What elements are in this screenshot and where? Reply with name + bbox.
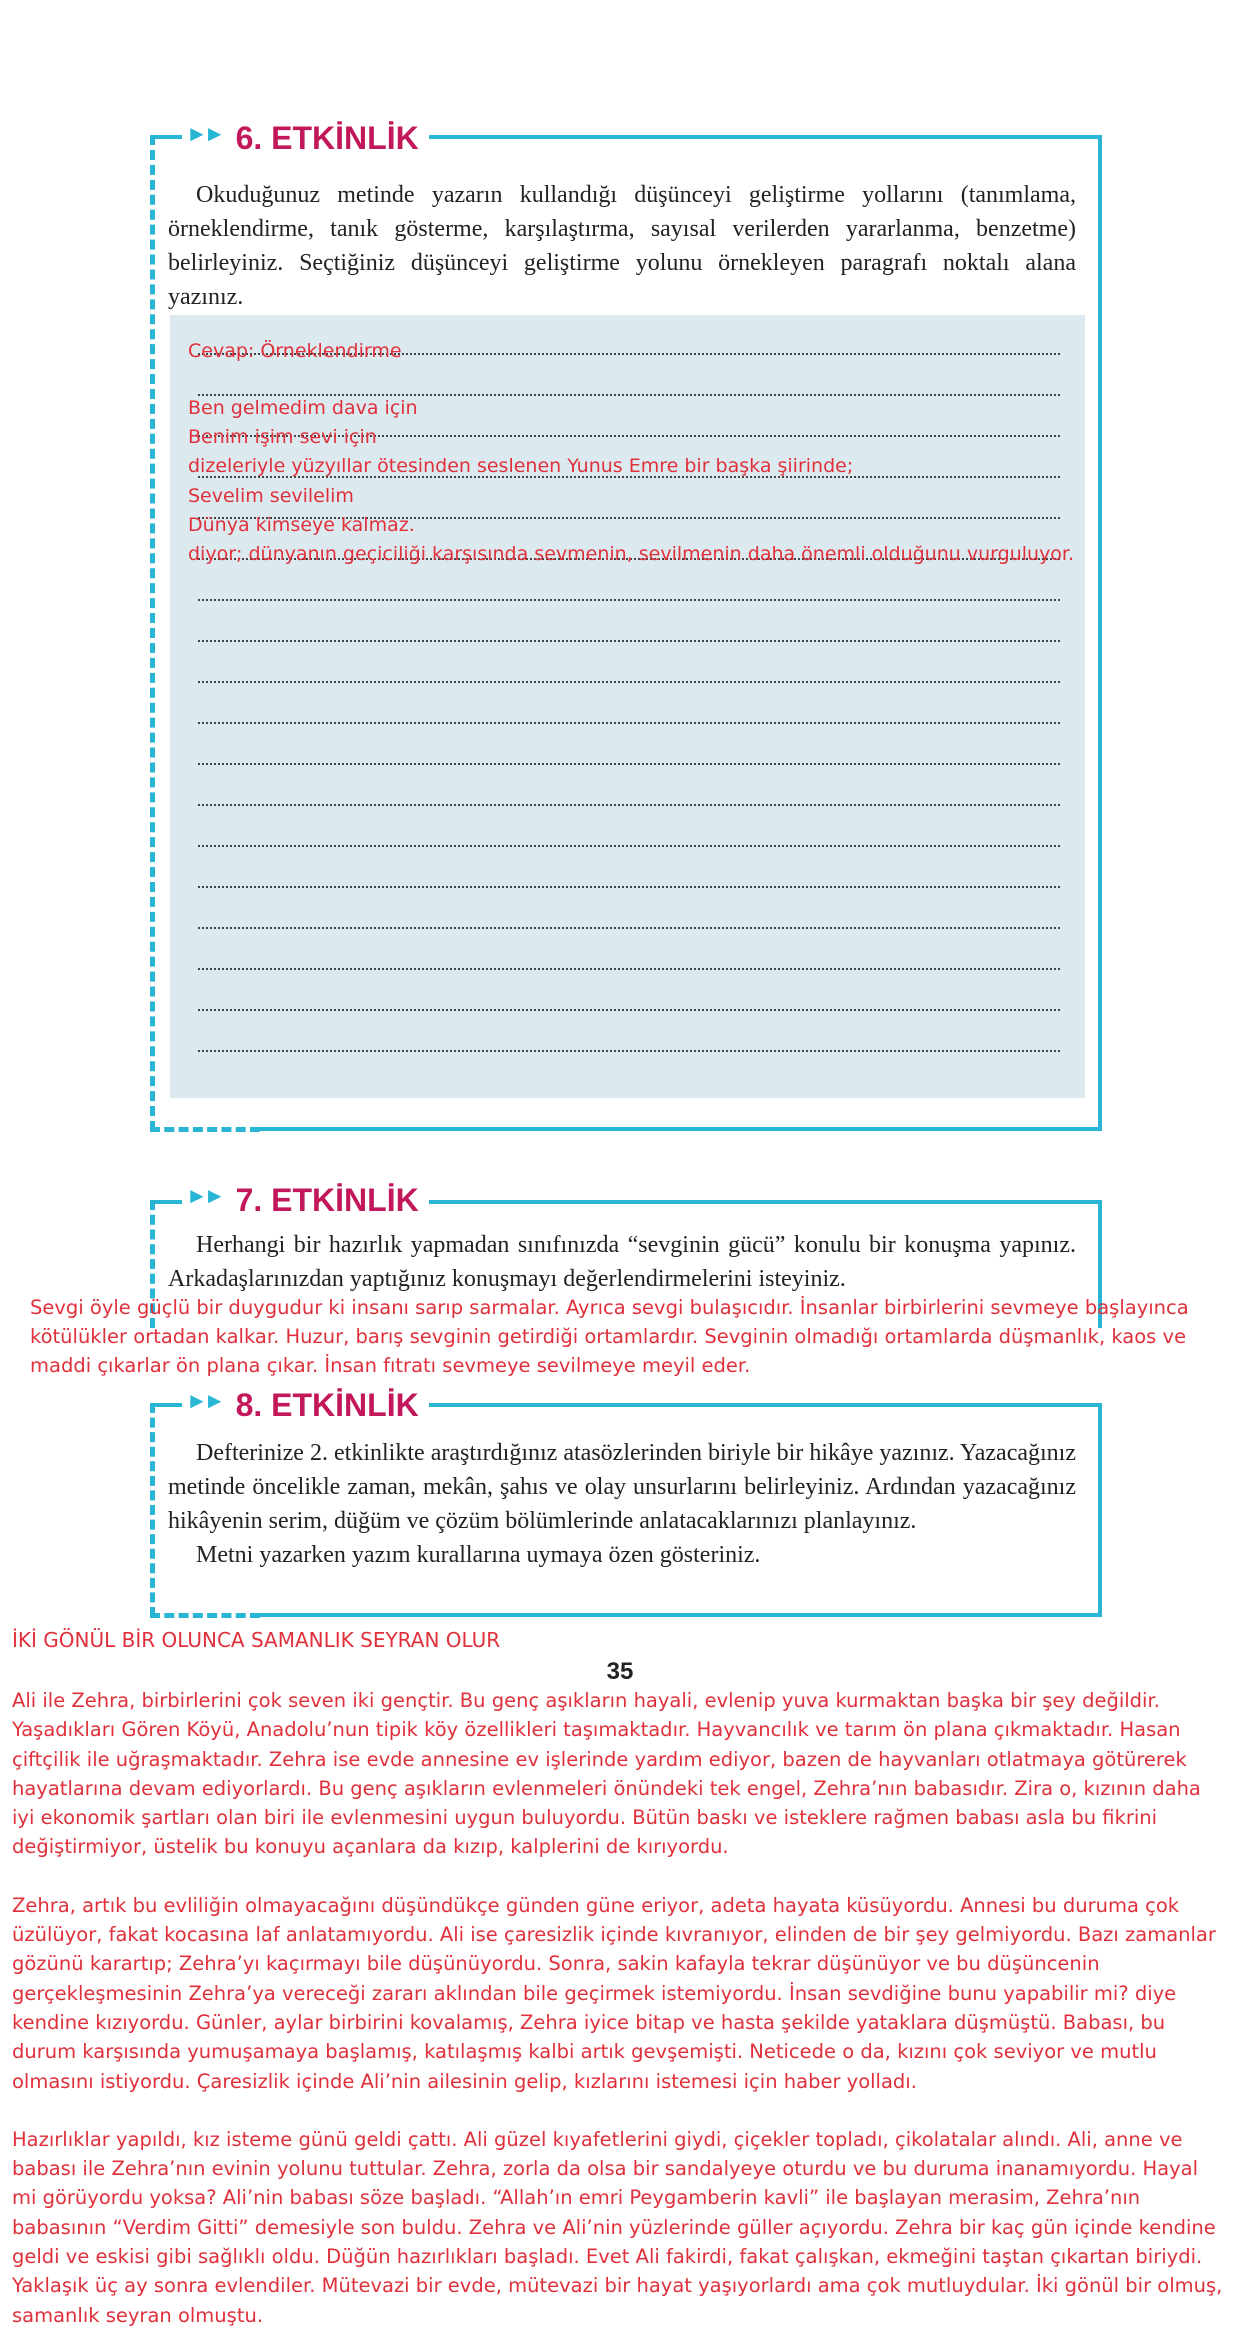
activity-7-title: 7. ETKİNLİK — [235, 1182, 419, 1218]
answer-dotted-line — [198, 763, 1060, 765]
handwritten-answer-line: Benim işim sevi için — [188, 426, 377, 448]
activity-6-frame-bottom — [260, 1127, 1102, 1131]
answer-dotted-line — [198, 681, 1060, 683]
answer-dotted-line — [198, 927, 1060, 929]
answer-dotted-line — [198, 804, 1060, 806]
activity-8-frame-bottom-dash — [150, 1613, 260, 1618]
handwritten-answer-line: diyor; dünyanın geçiciliği karşısında sevmenin, sevilmenin daha önemli olduğunu vurguluyor. — [188, 543, 1075, 565]
page-number: 35 — [606, 1658, 634, 1685]
activity-8-title: 8. ETKİNLİK — [235, 1387, 419, 1423]
activity-8-instructions-p2: Metni yazarken yazım kurallarına uymaya özen gösteriniz. — [196, 1542, 761, 1568]
answer-dotted-line — [198, 1050, 1060, 1052]
story-body — [12, 1686, 1224, 2330]
activity-8-instructions-p1: Defterinize 2. etkinlikte araştırdığınız atasözlerinden biriyle bir hikâye yazınız. Yazacağınız metinde öncelikle zaman, mekân, şahıs ve olay unsurlarını belirleyiniz. Ardından yazacağınız hikâyenin serim, düğüm ve çözüm bölümlerinde anlatacaklarınızı planlayınız. — [168, 1440, 1076, 1534]
handwritten-answer-line: Sevelim sevilelim — [188, 485, 354, 507]
activity-7-instructions-text: Herhangi bir hazırlık yapmadan sınıfınızda “sevginin gücü” konulu bir konuşma yapınız. Arkadaşlarınızdan yaptığınız konuşmayı değerlendirmelerini isteyiniz. — [168, 1232, 1076, 1292]
handwritten-answer-line: kötülükler ortadan kalkar. Huzur, barış sevginin getirdiği ortamlardır. Sevginin olmadığı ortamlarda düşmanlık, kaos ve — [30, 1325, 1187, 1348]
handwritten-answer-line: Sevgi öyle güçlü bir duygudur ki insanı sarıp sarmalar. Ayrıca sevgi bulaşıcıdır. İnsanlar birbirlerini sevmeye başlayınca — [30, 1296, 1189, 1319]
activity-6-instructions-text: Okuduğunuz metinde yazarın kullandığı düşünceyi geliştirme yollarını (tanımlama, örneklendirme, tanık gösterme, karşılaştırma, sayısal verilerden yararlanma, benzetme) belirleyiniz. Seçtiğiniz düşünceyi geliştirme yolunu örnekleyen paragrafı noktalı alana yazınız. — [168, 182, 1076, 310]
answer-dotted-line — [198, 722, 1060, 724]
activity-8-heading — [182, 1385, 429, 1425]
answer-dotted-line — [198, 640, 1060, 642]
activity-6-frame-left — [150, 135, 155, 1131]
activity-7-heading — [182, 1180, 429, 1220]
activity-6-instructions — [168, 178, 1076, 314]
activity-8-frame-left — [150, 1403, 155, 1617]
activity-6-heading — [182, 118, 429, 158]
handwritten-answer-line: Dünya kimseye kalmaz. — [188, 514, 415, 536]
story-paragraph: Zehra, artık bu evliliğin olmayacağını düşündükçe günden güne eriyor, adeta hayata küsüyordu. Annesi bu duruma çok üzülüyor, fakat kocasına laf anlatamıyordu. Ali ise çaresizlik içinde kıvranıyor, elinden de bir şey gelmiyordu. Bazı zamanlar gözünü karartıp; Zehra’yı kaçırmayı bile düşünüyordu. Sonra, sakin kafayla tekrar düşünüyor ve bu düşüncenin gerçekleşmesinin Zehra’ya vereceği zararı aklından bile geçirmek istemiyordu. İnsan sevdiğine bunu yapabilir mi? diye kendine kızıyordu. Günler, aylar birbirini kovalamış, Zehra iyice bitap ve hasta şekilde yataklara düşmüştü. Babası, bu durum karşısında yumuşamaya başlamış, katılaşmış kalbi artık gevşemişti. Neticede o da, kızını çok seviyor ve mutlu olmasını istiyordu. Çaresizlik içinde Ali’nin ailesinin gelip, kızlarını istemesi için haber yolladı. — [12, 1893, 1216, 2093]
answer-dotted-line — [198, 599, 1060, 601]
handwritten-answer-line: maddi çıkarlar ön plana çıkar. İnsan fıtratı sevmeye sevilmeye meyil eder. — [30, 1354, 751, 1377]
answer-dotted-line — [198, 1009, 1060, 1011]
activity-8-frame-bottom — [260, 1613, 1102, 1617]
answer-dotted-line — [198, 886, 1060, 888]
activity-7-instructions — [168, 1228, 1076, 1296]
double-arrow-icon: ►► — [186, 1388, 222, 1413]
double-arrow-icon: ►► — [186, 1183, 222, 1208]
handwritten-answer-line: dizeleriyle yüzyıllar ötesinden seslenen Yunus Emre bir başka şiirinde; — [188, 455, 854, 477]
story-title: İKİ GÖNÜL BİR OLUNCA SAMANLIK SEYRAN OLUR — [12, 1628, 501, 1652]
handwritten-answer-line: Cevap: Örneklendirme — [188, 340, 402, 362]
activity-6-title: 6. ETKİNLİK — [235, 120, 419, 156]
activity-6-frame-bottom-dash — [150, 1127, 260, 1132]
story-paragraph: Hazırlıklar yapıldı, kız isteme günü geldi çattı. Ali güzel kıyafetlerini giydi, çiçekler topladı, çikolatalar alındı. Ali, anne ve babası ile Zehra’nın evinin yolunu tuttular. Zehra, zorla da olsa bir sandalyeye oturdu ve bu duruma inanamıyordu. Hayal mi görüyordu yoksa? Ali’nin babası söze başladı. “Allah’ın emri Peygamberin kavli” ile başlayan merasim, Zehra’nın babasının “Verdim Gitti” demesiyle son buldu. Zehra ve Ali’nin yüzlerinde güller açıyordu. Zehra bir kaç gün içinde kendine geldi ve eskisi gibi sağlıklı oldu. Düğün hazırlıkları başladı. Evet Ali fakirdi, fakat çalışkan, ekmeğini taştan çıkartan biriydi. Yaklaşık üç ay sonra evlendiler. Mütevazi bir evde, mütevazi bir hayat yaşıyorlardı ama çok mutluydular. İki gönül bir olmuş, samanlık seyran olmuştu. — [12, 2127, 1223, 2327]
answer-dotted-line — [198, 968, 1060, 970]
answer-dotted-line — [198, 845, 1060, 847]
handwritten-answer-line: Ben gelmedim dava için — [188, 397, 418, 419]
story-paragraph: Ali ile Zehra, birbirlerini çok seven iki gençtir. Bu genç aşıkların hayali, evlenip yuva kurmaktan başka bir şey değildir. Yaşadıkları Gören Köyü, Anadolu’nun tipik köy özellikleri taşımaktadır. Hayvancılık ve tarım ön plana çıkmaktadır. Hasan çiftçilik ile uğraşmaktadır. Zehra ise evde annesine ev işlerinde yardım ediyor, bazen de hayvanları otlatmaya götürerek hayatlarına devam ediyorlardı. Bu genç aşıkların evlenmeleri önündeki tek engel, Zehra’nın babasıdır. Zira o, kızının daha iyi ekonomik şartları olan biri ile evlenmesini uygun buluyordu. Bütün baskı ve isteklere rağmen babası asla bu fikrini değiştirmiyor, üstelik bu konuyu açanlara da kızıp, kalplerini de kırıyordu. — [12, 1689, 1201, 1859]
double-arrow-icon: ►► — [186, 121, 222, 146]
activity-8-instructions — [168, 1436, 1076, 1572]
